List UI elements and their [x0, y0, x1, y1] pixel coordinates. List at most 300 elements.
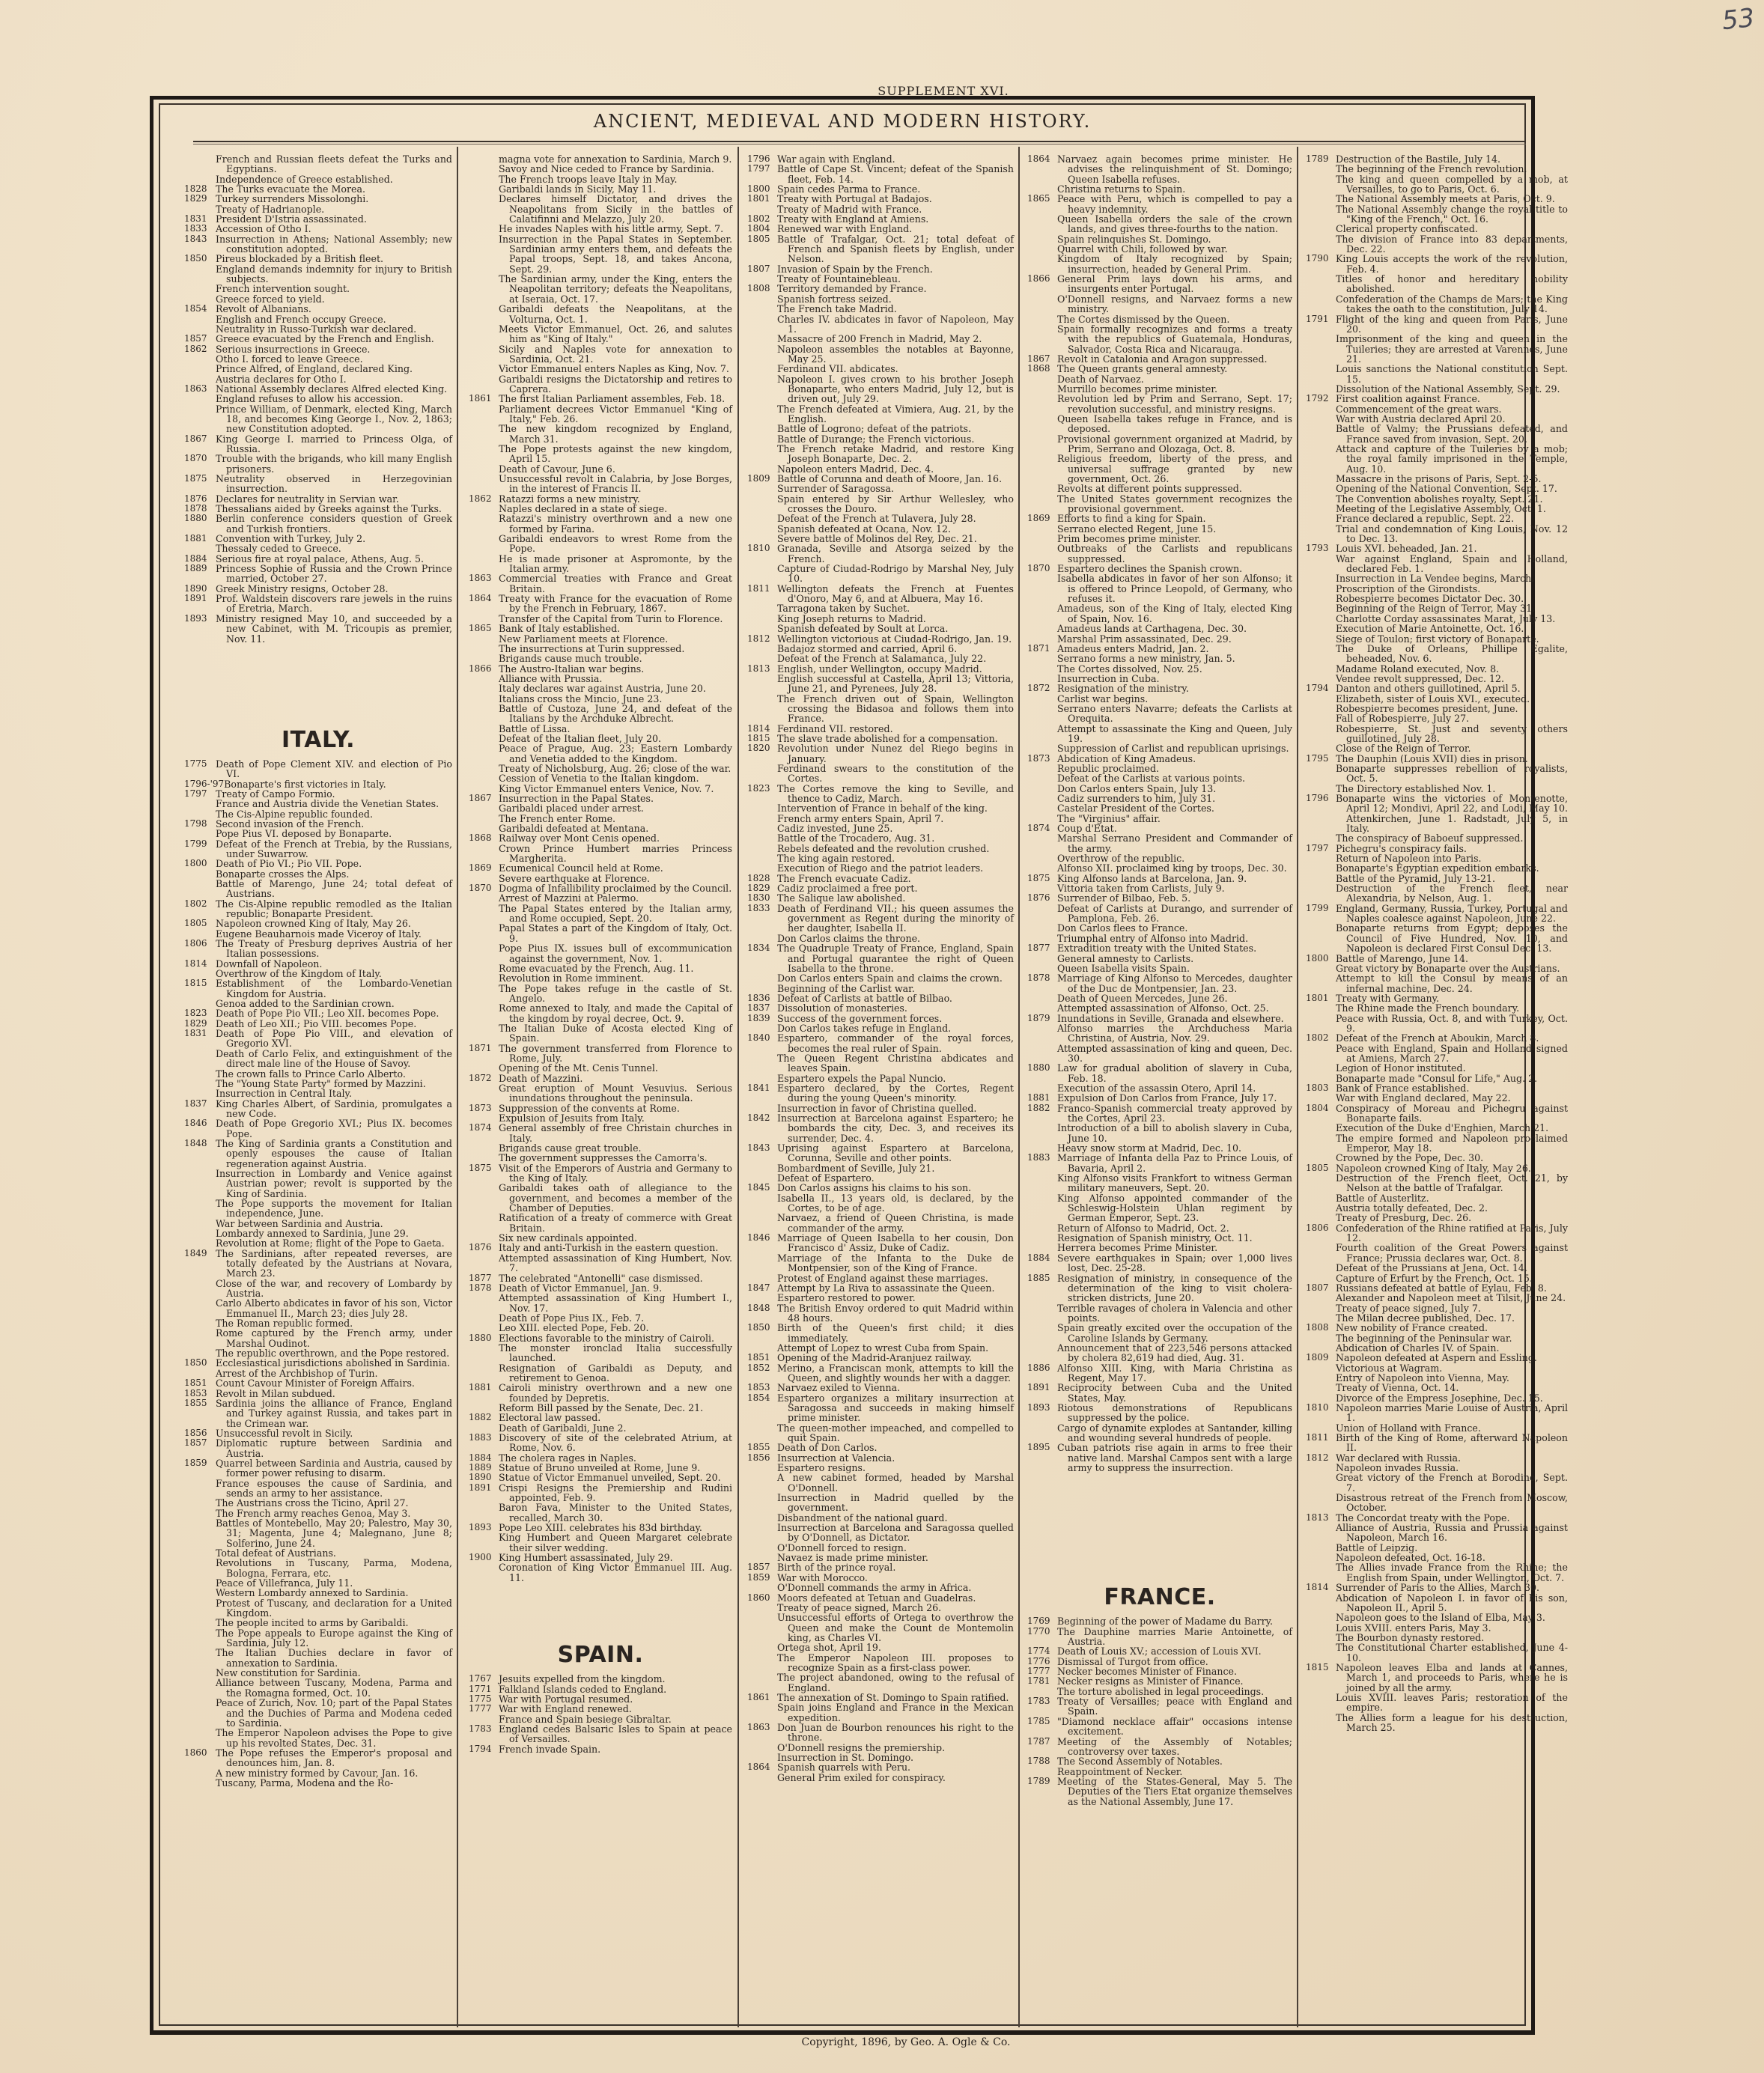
entry-text: War with England renewed.: [499, 1703, 632, 1715]
timeline-entry: [1027, 1023, 1292, 1044]
timeline-entry: [469, 1363, 732, 1383]
entry-year: [1027, 214, 1057, 234]
entry-text: The celebrated "Antonelli" case dismissed.: [499, 1272, 703, 1284]
timeline-entry: [1027, 1014, 1292, 1023]
timeline-entry: [1027, 1253, 1292, 1273]
entry-text: Return of Napoleon into Paris.: [1336, 853, 1482, 865]
entry-text: Falkland Islands ceded to England.: [499, 1683, 667, 1695]
entry-text: Don Carlos claims the throne.: [777, 932, 921, 944]
entry-year: [469, 224, 499, 234]
timeline-entry: [747, 1493, 1014, 1513]
entry-year: [469, 1023, 499, 1044]
entry-text: Diplomatic rupture between Sardinia and Austria.: [216, 1437, 452, 1459]
entry-year: 1851: [184, 1378, 207, 1389]
entry-text: Territory demanded by France.: [777, 283, 927, 295]
entry-year: [1027, 234, 1057, 244]
entry-year: 1801: [1306, 992, 1329, 1003]
timeline-entry: [469, 444, 732, 464]
entry-text: Napoleon defeated, Oct. 16-18.: [1336, 1552, 1485, 1564]
entry-text: Marshal Prim assassinated, Dec. 29.: [1057, 633, 1232, 645]
entry-year: 1881: [469, 1382, 492, 1393]
timeline-entry: [184, 1398, 452, 1428]
timeline-entry: [1027, 1666, 1292, 1676]
entry-year: [469, 304, 499, 324]
entry-year: [184, 1279, 216, 1299]
entry-text: Moors defeated at Tetuan and Guadelras.: [777, 1592, 976, 1604]
timeline-entry: [184, 1438, 452, 1458]
section-heading: ITALY.: [281, 726, 356, 753]
timeline-entry: [747, 1303, 1014, 1324]
timeline-entry: [747, 1693, 1014, 1702]
entry-text: The Salique law abolished.: [777, 892, 906, 904]
entry-text: Revolutions in Tuscany, Parma, Modena, Bologna, Ferrara, etc.: [216, 1557, 452, 1579]
entry-year: [1027, 814, 1057, 824]
entry-year: [747, 1253, 777, 1273]
entry-year: [469, 1213, 499, 1233]
timeline-entry: [469, 743, 732, 764]
entry-text: Serious insurrections in Greece.: [216, 343, 371, 355]
entry-year: [1027, 544, 1057, 564]
entry-year: [469, 1363, 499, 1383]
timeline-entry: [469, 784, 732, 794]
entry-text: Treaty of Presburg, Dec. 26.: [1336, 1212, 1472, 1224]
entry-text: Death of Pope Pio VIII., and elevation of Gregorio XVI.: [216, 1028, 452, 1050]
entry-text: Close of the war, and recovery of Lombardy by Austria.: [216, 1277, 452, 1300]
timeline-entry: [1027, 853, 1292, 863]
entry-text: Declares himself Dictator, and drives the Neapolitans from Sicily in the battles of Calatifinni and Melazzo, July 20.: [499, 193, 732, 225]
timeline-entry: [469, 224, 732, 234]
timeline-entry: [1306, 224, 1568, 234]
timeline-entry: [747, 1543, 1014, 1553]
timeline-entry: [1306, 1213, 1568, 1223]
entry-text: Naples declared in a state of siege.: [499, 503, 668, 515]
timeline-entry: [469, 1143, 732, 1153]
timeline-entry: [184, 1598, 452, 1619]
entry-year: 1863: [469, 573, 492, 584]
entry-year: [469, 1233, 499, 1243]
timeline-entry: [1027, 454, 1292, 484]
entry-year: [469, 474, 499, 494]
entry-text: Insurrection at Valencia.: [777, 1452, 895, 1464]
entry-text: Wellington victorious at Ciudad-Rodrigo, Jan. 19.: [777, 633, 1012, 645]
timeline-entry: [184, 594, 452, 614]
entry-text: Electoral law passed.: [499, 1412, 601, 1424]
entry-text: Napoleon goes to the Island of Elba, May 3.: [1336, 1612, 1545, 1624]
timeline-entry: [469, 394, 732, 404]
entry-year: 1895: [1027, 1442, 1050, 1453]
entry-text: Clerical property confiscated.: [1336, 223, 1478, 235]
timeline-entry: [469, 654, 732, 663]
entry-year: 1806: [184, 938, 207, 949]
entry-year: [1027, 534, 1057, 544]
entry-text: Bonaparte returns from Egypt; deposes the Council of Five Hundred, Nov. 10, and Napoleon is declared First Consul Dec. 13.: [1336, 922, 1568, 955]
timeline-entry: [184, 494, 452, 504]
entry-year: 1813: [747, 663, 770, 674]
timeline-entry: [184, 354, 452, 364]
timeline-entry: [1306, 1173, 1568, 1193]
entry-text: Execution of Riego and the patriot leaders.: [777, 862, 984, 874]
timeline-entry: [1027, 1273, 1292, 1303]
entry-year: [1027, 244, 1057, 254]
timeline-entry: [1306, 1513, 1568, 1523]
timeline-entry: [1306, 204, 1568, 225]
timeline-entry: [747, 194, 1014, 204]
entry-year: [469, 1003, 499, 1023]
timeline-entry: [184, 1428, 452, 1438]
timeline-entry: [469, 1063, 732, 1073]
timeline-entry: [469, 1523, 732, 1532]
timeline-entry: [1027, 644, 1292, 654]
timeline-entry: [469, 1483, 732, 1503]
timeline-entry: [747, 724, 1014, 734]
timeline-entry: [1027, 743, 1292, 753]
timeline-entry: [469, 923, 732, 943]
entry-year: 1875: [1027, 872, 1050, 883]
entry-text: English and French occupy Greece.: [216, 313, 386, 325]
entry-year: 1872: [1027, 683, 1050, 694]
entry-year: [1027, 1687, 1057, 1696]
timeline-entry: [469, 674, 732, 684]
entry-year: [747, 863, 777, 873]
entry-year: [1306, 973, 1336, 993]
entry-year: [469, 784, 499, 794]
entry-year: [1027, 674, 1057, 684]
entry-text: King Louis accepts the work of the revolution, Feb. 4.: [1336, 253, 1568, 275]
timeline-entry: [1027, 354, 1292, 364]
entry-text: Marriage of King Alfonso to Mercedes, daughter of the Duc de Montpensier, Jan. 23.: [1057, 972, 1292, 994]
timeline-entry: [184, 929, 452, 939]
timeline-entry: [747, 564, 1014, 584]
entry-text: O'Donnell resigns, and Narvaez forms a new ministry.: [1057, 293, 1292, 315]
timeline-entry: [1027, 1003, 1292, 1013]
entry-year: [1027, 1044, 1057, 1064]
entry-text: War again with England.: [777, 153, 895, 165]
entry-year: [184, 204, 216, 214]
entry-text: Charlotte Corday assassinates Marat, July 13.: [1336, 612, 1556, 624]
entry-text: Napoleon enters Madrid, Dec. 4.: [777, 463, 934, 475]
entry-year: [184, 1069, 216, 1079]
timeline-entry: [747, 1193, 1014, 1214]
entry-year: [1306, 964, 1336, 973]
entry-year: 1805: [1306, 1162, 1329, 1173]
timeline-entry: [1306, 394, 1568, 404]
entry-text: War against England, Spain and Holland, declared Feb. 1.: [1336, 553, 1568, 575]
timeline-entry: [184, 294, 452, 304]
timeline-entry: [1027, 704, 1292, 724]
entry-year: 1834: [747, 943, 770, 954]
entry-year: [469, 1083, 499, 1104]
entry-year: [747, 1603, 777, 1613]
entry-text: Massacre in the prisons of Paris, Sept. 2-5.: [1336, 473, 1542, 484]
entry-year: 1843: [747, 1142, 770, 1154]
entry-text: Revolution in Rome imminent.: [499, 972, 644, 984]
timeline-entry: [747, 1603, 1014, 1613]
timeline-entry: [1027, 324, 1292, 354]
entry-year: [1027, 1233, 1057, 1243]
timeline-entry: [1306, 1562, 1568, 1583]
entry-text: Italy declares war against Austria, June 20.: [499, 683, 706, 695]
timeline-entry: [184, 1279, 452, 1299]
entry-year: [469, 404, 499, 424]
entry-year: [469, 374, 499, 395]
timeline-entry: [184, 194, 452, 204]
entry-text: The French army reaches Genoa, May 3.: [216, 1507, 411, 1519]
entry-text: The Constitutional Charter established, June 4-10.: [1336, 1642, 1568, 1663]
entry-text: Castelar President of the Cortes.: [1057, 803, 1214, 815]
entry-text: Queen Isabella orders the sale of the crown lands, and gives three-fourths to the nation.: [1057, 213, 1292, 235]
entry-year: 1857: [184, 1437, 207, 1449]
timeline-entry: [1027, 1777, 1292, 1806]
timeline-entry: [1027, 214, 1292, 234]
timeline-entry: [469, 1684, 732, 1694]
entry-text: The Concordat treaty with the Pope.: [1336, 1512, 1510, 1523]
entry-text: Cadiz proclaimed a free port.: [777, 883, 918, 895]
entry-year: 1800: [1306, 952, 1329, 964]
timeline-entry: [1027, 573, 1292, 603]
timeline-entry: [1027, 893, 1292, 903]
entry-year: 1875: [469, 1162, 492, 1173]
timeline-entry: [1306, 1303, 1568, 1313]
entry-text: Elizabeth, sister of Louis XVI., executed.: [1336, 692, 1530, 704]
timeline-entry: [184, 314, 452, 324]
timeline-entry: [747, 1183, 1014, 1193]
entry-year: [747, 1583, 777, 1592]
timeline-entry: [1027, 364, 1292, 374]
entry-year: [747, 853, 777, 863]
entry-text: Rebels defeated and the revolution crushed.: [777, 842, 990, 854]
timeline-entry: [469, 164, 732, 174]
entry-text: Rome annexed to Italy, and made the Capital of the kingdom by royal decree, Oct. 9.: [499, 1002, 732, 1024]
entry-text: England cedes Balsaric Isles to Spain at peace of Versailles.: [499, 1723, 732, 1745]
timeline-entry: [1306, 1044, 1568, 1064]
timeline-entry: [184, 304, 452, 314]
entry-text: Insurrection in the Papal States in September. Sardinian army enters them, and defeats the Papal troops, Sept. 18, and takes Ancona, Sept. 29.: [499, 233, 732, 275]
entry-year: [184, 1618, 216, 1628]
entry-text: Inundations in Seville, Granada and elsewhere.: [1057, 1012, 1284, 1024]
entry-year: [1306, 1003, 1336, 1013]
entry-text: Birth of the prince royal.: [777, 1562, 896, 1574]
entry-year: 1850: [184, 253, 207, 264]
entry-text: Prince Alfred, of England, declared King.: [216, 363, 413, 375]
timeline-entry: [1027, 1323, 1292, 1343]
entry-year: [469, 534, 499, 554]
entry-year: 1791: [1306, 313, 1329, 324]
timeline-entry: [747, 863, 1014, 873]
entry-year: 1812: [1306, 1452, 1329, 1463]
entry-text: The French driven out of Spain, Wellington crossing the Bidasoa and follows them into France.: [777, 692, 1014, 725]
timeline-entry: [1306, 1713, 1568, 1733]
entry-text: Battle of Leipzig.: [1336, 1541, 1418, 1553]
timeline-entry: [1306, 1373, 1568, 1383]
entry-text: Espartero organizes a military insurrection at Saragossa and succeeds in making himself prime minister.: [777, 1392, 1014, 1424]
timeline-entry: [184, 184, 452, 194]
timeline-entry: [747, 1113, 1014, 1143]
entry-text: Merino, a Franciscan monk, attempts to kill the Queen, and slightly wounds her with a dagger.: [777, 1362, 1014, 1383]
timeline-entry: [1027, 964, 1292, 973]
entry-text: Battle of Logrono; defeat of the patriots.: [777, 423, 972, 435]
entry-text: Napoleon marries Marie Louise of Austria, April 1.: [1336, 1401, 1568, 1424]
entry-text: Treaty with England at Amiens.: [777, 213, 929, 225]
timeline-entry: [747, 1773, 1014, 1783]
entry-text: Defeat of the Italian fleet, July 20.: [499, 732, 662, 744]
timeline-entry: [1027, 674, 1292, 684]
entry-year: 1792: [1306, 393, 1329, 404]
entry-text: National Assembly declares Alfred elected King.: [216, 383, 448, 395]
entry-text: Necker becomes Minister of Finance.: [1057, 1666, 1237, 1678]
entry-text: Neutrality in Russo-Turkish war declared.: [216, 323, 417, 335]
entry-year: 1870: [184, 453, 207, 464]
entry-year: [747, 833, 777, 843]
entry-year: [184, 1588, 216, 1598]
timeline-entry: [184, 374, 452, 384]
timeline-entry: [184, 789, 452, 799]
entry-text: Jesuits expelled from the kingdom.: [499, 1673, 666, 1685]
entry-text: Treaty of Madrid with France.: [777, 203, 922, 215]
entry-year: [747, 364, 777, 374]
entry-year: 1853: [184, 1387, 207, 1398]
entry-year: [1306, 1693, 1336, 1713]
entry-text: Beginning of the Carlist war.: [777, 982, 915, 994]
timeline-entry: [1027, 1423, 1292, 1443]
entry-text: Garibaldi endeavors to wrest Rome from the Pope.: [499, 533, 732, 555]
entry-text: Granada, Seville and Atsorga seized by the French.: [777, 543, 1014, 564]
entry-year: 1893: [469, 1522, 492, 1533]
entry-text: Peace with England, Spain and Holland signed at Amiens, March 27.: [1336, 1042, 1568, 1064]
entry-text: Revolt in Milan subdued.: [216, 1387, 335, 1399]
entry-text: Execution of the Duke d'Enghien, March 21.: [1336, 1122, 1549, 1134]
entry-year: [1027, 833, 1057, 853]
timeline-entry: [184, 1378, 452, 1388]
entry-year: [469, 1063, 499, 1073]
entry-text: Surrender of Paris to the Allies, March 30.: [1336, 1582, 1540, 1594]
timeline-entry: [747, 984, 1014, 993]
timeline-entry: [1027, 943, 1292, 953]
entry-year: 1860: [184, 1747, 207, 1758]
entry-text: France espouses the cause of Sardinia, and sends an army to her assistance.: [216, 1477, 452, 1499]
timeline-entry: [1027, 1627, 1292, 1647]
entry-year: [1306, 674, 1336, 684]
entry-year: 1809: [747, 473, 770, 484]
entry-text: Destruction of the Bastile, July 14.: [1336, 153, 1501, 165]
entry-text: Insurrection at Barcelona against Espartero; he bombards the city, Dec. 3, and receives its surrender, Dec. 4.: [777, 1112, 1014, 1144]
timeline-entry: [1306, 164, 1568, 174]
entry-year: 1800: [184, 858, 207, 869]
entry-text: The Papal States entered by the Italian army, and Rome occupied, Sept. 20.: [499, 902, 732, 925]
entry-text: War with Morocco.: [777, 1571, 868, 1583]
entry-year: [747, 1163, 777, 1173]
entry-year: [469, 154, 499, 164]
timeline-entry: [184, 264, 452, 284]
entry-text: Narvaez exiled to Vienna.: [777, 1382, 901, 1394]
timeline-entry: [1306, 833, 1568, 843]
timeline-entry: [1027, 244, 1292, 254]
entry-year: [1306, 694, 1336, 704]
timeline-entry: [184, 869, 452, 879]
entry-year: [1306, 1213, 1336, 1223]
entry-text: Elections favorable to the ministry of Cairoli.: [499, 1332, 715, 1344]
entry-year: [184, 154, 216, 174]
entry-year: [1027, 294, 1057, 314]
entry-text: Imprisonment of the king and queen in the Tuileries; they are arrested at Varennes, June 21.: [1336, 333, 1568, 365]
entry-year: [1306, 1543, 1336, 1553]
entry-text: Insurrection in Cuba.: [1057, 672, 1160, 684]
timeline-entry: [184, 1618, 452, 1628]
entry-year: [184, 799, 216, 809]
timeline-entry: [1027, 534, 1292, 544]
entry-text: Coup d'Etat.: [1057, 823, 1117, 835]
timeline-entry: [747, 1393, 1014, 1423]
entry-year: [1306, 1153, 1336, 1163]
entry-year: [1306, 1562, 1336, 1583]
entry-year: [747, 624, 777, 633]
entry-year: [1027, 993, 1057, 1003]
timeline-entry: [1306, 1403, 1568, 1423]
entry-year: 1847: [747, 1282, 770, 1293]
entry-text: Brigands cause great trouble.: [499, 1142, 642, 1154]
timeline-entry: [1027, 434, 1292, 454]
entry-year: [747, 1773, 777, 1783]
entry-text: Pope Pius IX. issues bull of excommunication against the government, Nov. 1.: [499, 943, 732, 964]
entry-text: Battle of Cape St. Vincent; defeat of the Spanish fleet, Feb. 14.: [777, 163, 1014, 185]
entry-year: 1797: [747, 163, 770, 174]
timeline-entry: [747, 1723, 1014, 1743]
timeline-entry: [184, 1229, 452, 1238]
entry-year: [469, 803, 499, 813]
timeline-entry: [1027, 294, 1292, 314]
spacer: [184, 644, 452, 728]
page-number: 53: [1721, 2, 1757, 37]
entry-text: Religious freedom, liberty of the press, and universal suffrage granted by new government, Oct. 26.: [1057, 453, 1292, 484]
timeline-entry: [1306, 1643, 1568, 1663]
timeline-entry: [184, 154, 452, 174]
entry-year: 1893: [184, 612, 207, 624]
entry-text: Garibaldi resigns the Dictatorship and retires to Caprera.: [499, 373, 732, 395]
entry-year: 1810: [747, 543, 770, 554]
timeline-entry: [747, 344, 1014, 365]
entry-year: [1027, 664, 1057, 674]
timeline-entry: [1306, 544, 1568, 553]
entry-year: 1859: [184, 1457, 207, 1468]
entry-text: Louis sanctions the National constitution Sept. 15.: [1336, 363, 1568, 385]
entry-year: [184, 264, 216, 284]
entry-text: Battle of Austerlitz.: [1336, 1192, 1429, 1204]
entry-year: [469, 554, 499, 574]
timeline-entry: [469, 1253, 732, 1273]
entry-year: [1027, 743, 1057, 753]
entry-year: [1027, 484, 1057, 493]
timeline-entry: [747, 424, 1014, 433]
entry-text: A new cabinet formed, headed by Marshal O'Donnell.: [777, 1472, 1014, 1494]
entry-year: [469, 1183, 499, 1213]
entry-year: [747, 1293, 777, 1303]
entry-year: 1863: [184, 383, 207, 394]
entry-text: Peace of Prague, Aug. 23; Eastern Lombardy and Venetia added to the Kingdom.: [499, 743, 732, 764]
timeline-entry: [1306, 1104, 1568, 1124]
timeline-entry: [184, 999, 452, 1008]
entry-year: 1787: [1027, 1735, 1050, 1747]
entry-text: Disastrous retreat of the French from Moscow, October.: [1336, 1492, 1568, 1514]
timeline-entry: [1027, 1193, 1292, 1223]
entry-text: Announcement that of 223,546 persons attacked by cholera 82,619 had died, Aug. 31.: [1057, 1342, 1292, 1364]
entry-year: [469, 684, 499, 693]
timeline-entry: [1306, 614, 1568, 624]
entry-text: The annexation of St. Domingo to Spain ratified.: [777, 1691, 1009, 1703]
entry-text: Christina returns to Spain.: [1057, 183, 1186, 195]
entry-text: The government transferred from Florence to Rome, July.: [499, 1042, 732, 1064]
entry-year: [184, 1778, 216, 1788]
entry-text: The British Envoy ordered to quit Madrid within 48 hours.: [777, 1302, 1014, 1324]
entry-year: 1855: [184, 1397, 207, 1408]
